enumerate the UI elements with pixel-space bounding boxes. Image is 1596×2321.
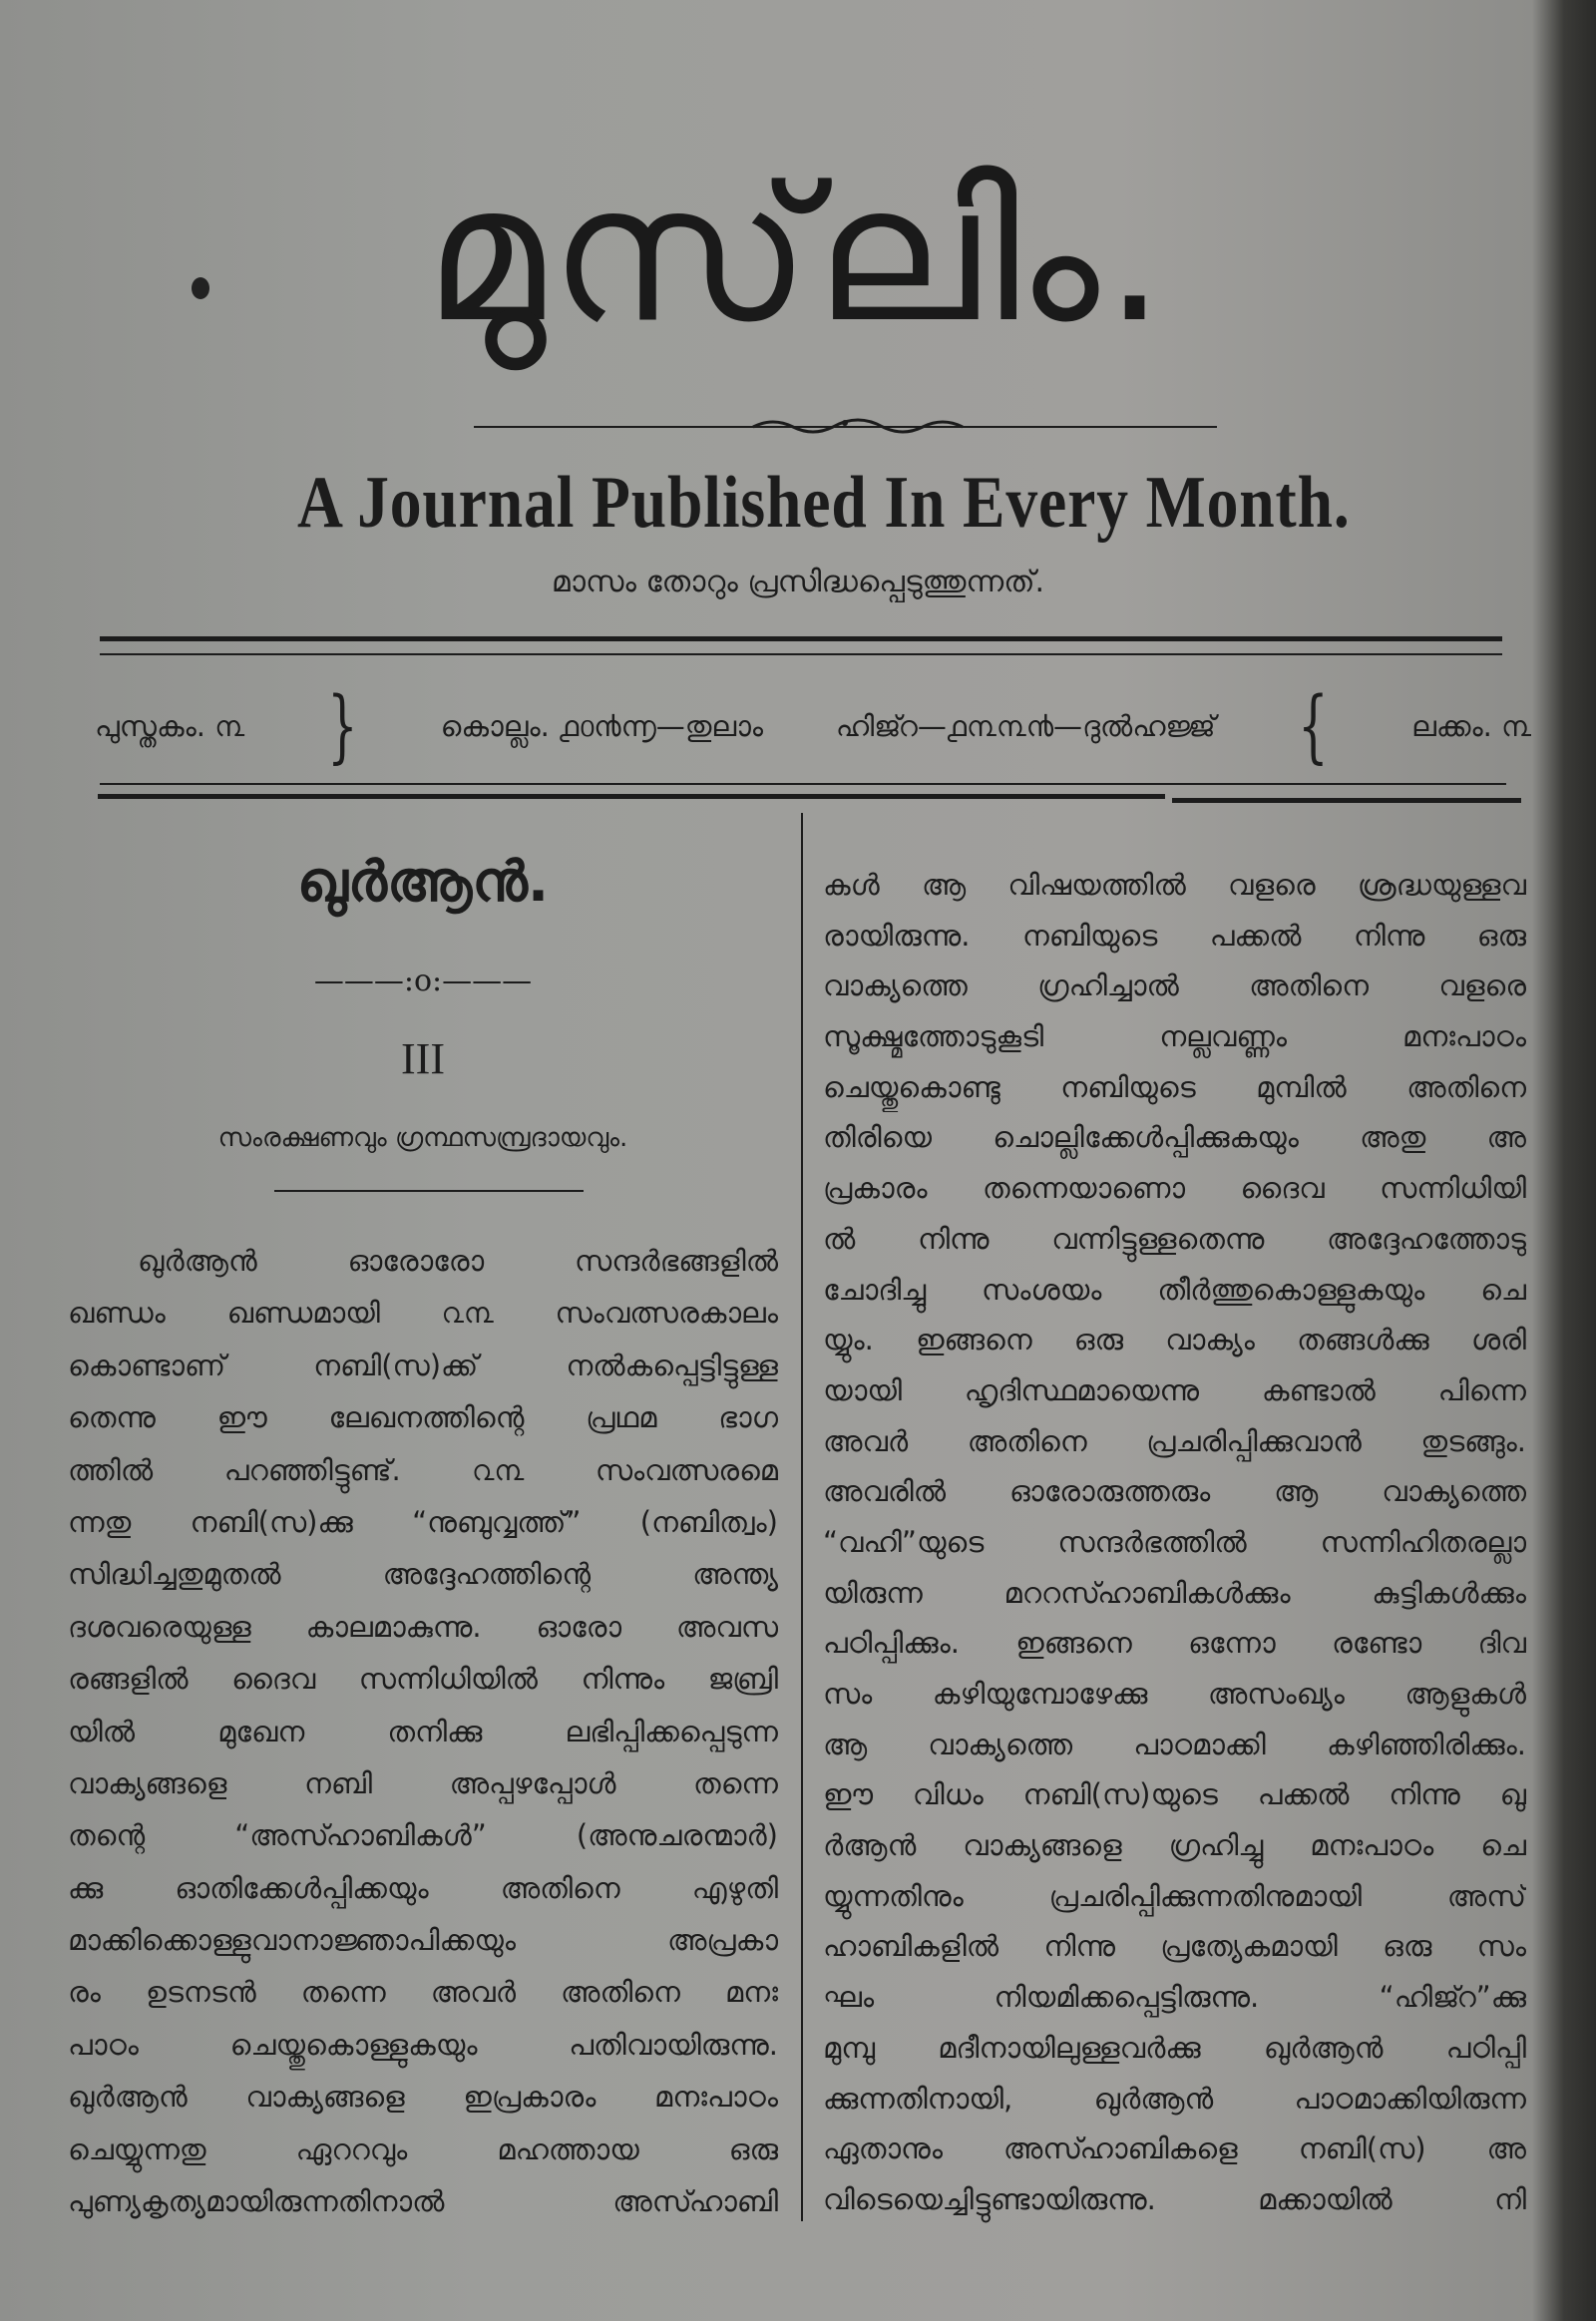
text-line: മുമ്പു മദീനായിലുള്ളവർക്കു ഖുർആൻ പഠിപ്പി [823,2030,1526,2065]
text-line: അവർ അതിനെ പ്രചരിപ്പിക്കുവാൻ തുടങ്ങും. [823,1423,1526,1458]
title-separator: ———:o:——— [313,964,533,998]
masthead-subtitle: മാസം തോറും പ്രസിദ്ധപ്പെടുത്തുന്നത്. [551,565,1045,599]
text-line: രങ്ങളിൽ ദൈവ സന്നിധിയിൽ നിന്നും ജബ്രി [68,1662,778,1697]
text-line: യായി ഹൃദിസ്ഥമായെന്നു കണ്ടാൽ പിന്നെ [823,1372,1526,1407]
text-line: തിരിയെ ചൊല്ലിക്കേൾപ്പിക്കുകയും അതു അ [823,1120,1526,1155]
text-line: ക്കുന്നതിനായി, ഖുർആൻ പാഠമാക്കിയിരുന്ന [823,2081,1526,2116]
text-line: സം കഴിയുമ്പോഴേക്കു അസംഖ്യം ആളുകൾ [823,1677,1526,1711]
brace-open: } [327,679,358,772]
text-line: ഖുർആൻ ഓരോരോ സന്ദർഭങ്ങളിൽ [138,1244,778,1278]
text-line: യ്യും. ഇങ്ങനെ ഒരു വാക്യം തങ്ങൾക്കു ശരി [823,1323,1526,1357]
text-line: ആ വാക്യത്തെ പാഠമാക്കി കഴിഞ്ഞിരിക്കും. [823,1727,1526,1761]
hijra-date: ഹിജ്റ—൧൩൩൯—ദുൽഹജ്ജ് [835,708,1216,743]
issue-number: ലക്കം. ൩ [1411,708,1531,743]
text-line: ചോദിച്ചു സംശയം തീർത്തുകൊള്ളുകയും ചെ [823,1272,1526,1307]
text-line: രായിരുന്നു. നബിയുടെ പക്കൽ നിന്നു ഒരു [823,918,1526,953]
text-line: ഖണ്ഡം ഖണ്ഡമായി ൨൩ സംവത്സരകാലം [68,1296,778,1331]
text-line: ദശവരെയുള്ള കാലമാകുന്നു. ഓരോ അവസ [68,1609,778,1644]
text-line: വാക്യത്തെ ഗ്രഹിച്ചാൽ അതിനെ വളരെ [823,968,1526,1003]
text-line: ഏതാനും അസ്ഹാബികളെ നബി(സ) അ [823,2131,1526,2166]
text-line: പഠിപ്പിക്കും. ഇങ്ങനെ ഒന്നോ രണ്ടോ ദിവ [823,1626,1526,1661]
text-line: ർആൻ വാക്യങ്ങളെ ഗ്രഹിച്ചു മനഃപാഠം ചെ [823,1828,1526,1863]
text-line: പ്രകാരം തന്നെയാണൊ ദൈവ സന്നിധിയി [823,1171,1526,1206]
text-line: രം ഉടനടൻ തന്നെ അവർ അതിനെ മനഃ [68,1975,778,2010]
text-line: യിൽ മുഖേന തനിക്കു ലഭിപ്പിക്കപ്പെടുന്ന [68,1714,778,1748]
brace-close: { [1298,679,1330,772]
text-line: ൽ നിന്നു വന്നിട്ടുള്ളതെന്നു അദ്ദേഹത്തോടു [823,1221,1526,1256]
malayalam-era-date: കൊല്ലം. ൧൦൯൬—തുലാം [440,708,764,743]
text-line: ഹാബികളിൽ നിന്നു പ്രത്യേകമായി ഒരു സം [823,1929,1526,1964]
text-line: ത്തിൽ പറഞ്ഞിട്ടുണ്ട്. ൨൩ സംവത്സരമെ [68,1452,778,1487]
text-line: “വഹി”യുടെ സന്ദർഭത്തിൽ സന്നിഹിതരല്ലാ [823,1524,1526,1559]
issue-rule-thick-right [1172,798,1521,803]
text-line: തെന്നു ഈ ലേഖനത്തിന്റെ പ്രഥമ ഭാഗ [68,1400,778,1435]
article-part-number: III [401,1034,445,1083]
top-rule-thin [100,653,1502,655]
text-line: വിടെയെച്ചിട്ടുണ്ടായിരുന്നു. മക്കായിൽ നി [823,2181,1526,2216]
text-line: കൾ ആ വിഷയത്തിൽ വളരെ ശ്രദ്ധയുള്ളവ [823,868,1526,902]
text-line: ഘം നിയമിക്കപ്പെട്ടിരുന്നു. “ഹിജ്റ”ക്കു [823,1980,1526,2015]
text-line: ക്കു ഓതിക്കേൾപ്പിക്കയും അതിനെ എഴുതി [68,1870,778,1905]
text-line: വാക്യങ്ങളെ നബി അപ്പഴപ്പോൾ തന്നെ [68,1765,778,1800]
section-title: സംരക്ഷണവും ഗ്രന്ഥസമ്പ്രദായവും. [217,1123,628,1153]
text-line: സിദ്ധിച്ചതുമുതൽ അദ്ദേഹത്തിന്റെ അന്ത്യ [68,1557,778,1592]
masthead-tagline: A Journal Published In Every Month. [296,462,1351,544]
right-column-text [823,860,1526,2225]
masthead-title: മുസ്‌ലിം. [425,144,1171,364]
text-line: മാക്കിക്കൊള്ളുവാനാജ്ഞാപിക്കയും അപ്രകാ [68,1923,778,1958]
text-line: തന്റെ “അസ്ഹാബികൾ” (അനുചരന്മാർ) [68,1818,778,1853]
text-line: ഖുർആൻ വാക്യങ്ങളെ ഇപ്രകാരം മനഃപാഠം [68,2080,778,2115]
issue-line [95,679,1531,772]
section-rule [274,1190,584,1192]
text-line: ചെയ്തുകൊണ്ടു നബിയുടെ മുമ്പിൽ അതിനെ [823,1069,1526,1104]
ornamental-divider [474,417,1217,437]
text-line: ഈ വിധം നബി(സ)യുടെ പക്കൽ നിന്നു ഖു [823,1777,1526,1812]
text-line: സൂക്ഷ്മത്തോടുകൂടി നല്ലവണ്ണം മനഃപാഠം [823,1019,1526,1054]
column-divider [801,813,803,2221]
text-line: ചെയ്യുന്നതു ഏററവും മഹത്തായ ഒരു [68,2131,778,2166]
text-line: യിരുന്ന മററസ്ഹാബികൾക്കും കുട്ടികൾക്കും [823,1575,1526,1610]
book-number: പുസ്തകം. ൩ [95,708,245,743]
text-line: പാഠം ചെയ്തുകൊള്ളുകയും പതിവായിരുന്നു. [68,2027,778,2062]
text-line: യ്യുന്നതിനും പ്രചരിപ്പിക്കുന്നതിനുമായി അസ് [823,1878,1526,1913]
issue-rule-thin [100,783,1506,785]
top-rule-thick [100,636,1502,641]
text-line: അവരിൽ ഓരോരുത്തരും ആ വാക്യത്തെ [823,1474,1526,1509]
text-line: ന്നതു നബി(സ)ക്കു “നുബുവ്വത്ത്” (നബിത്വം) [68,1504,778,1539]
issue-rule-thick-left [98,794,1165,799]
ink-blot [192,277,209,299]
text-line: പുണ്യകൃത്യമായിരുന്നതിനാൽ അസ്ഹാബി [68,2184,778,2219]
left-column-text [68,1235,778,2227]
text-line: കൊണ്ടാണ് നബി(സ)ക്ക് നൽകപ്പെട്ടിട്ടുള്ള [68,1348,778,1382]
article-title: ഖുർആൻ. [296,850,550,915]
